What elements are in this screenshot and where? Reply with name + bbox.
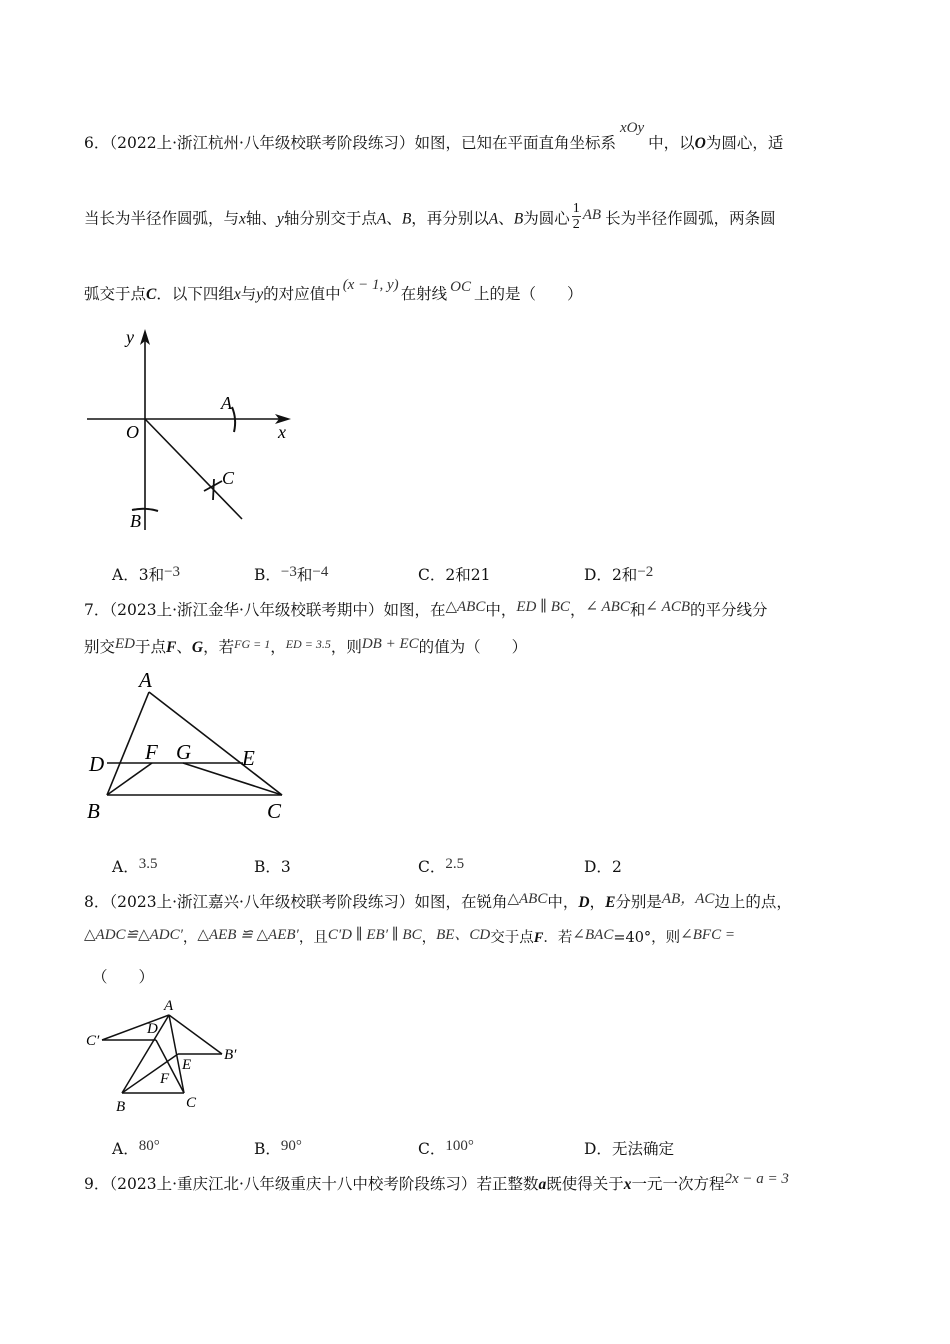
q7-text: ，若 bbox=[203, 638, 235, 656]
label-c: C bbox=[186, 1095, 197, 1111]
q9-var: a bbox=[538, 1176, 547, 1193]
q6-option-b[interactable] bbox=[254, 563, 328, 585]
q7-text: 如图，在 bbox=[383, 601, 446, 619]
q6-option-d[interactable] bbox=[584, 563, 653, 585]
q6-figure bbox=[82, 325, 302, 535]
q8-source: （2023上·浙江嘉兴·八年级校联考阶段练习） bbox=[109, 893, 415, 911]
q8-text: ， bbox=[182, 930, 198, 946]
q7-option-d[interactable] bbox=[584, 855, 622, 877]
label-e: E bbox=[242, 746, 255, 770]
q8-math: C′D ∥ EB′ ∥ BC bbox=[327, 927, 422, 943]
q7-math: ED ∥ BC bbox=[516, 599, 570, 615]
q6-text: 长为半径作圆弧，两条圆 bbox=[605, 209, 776, 228]
q6-source: （2022上·浙江杭州·八年级校联考阶段练习） bbox=[109, 134, 415, 152]
q8-var: D bbox=[578, 894, 590, 911]
q7-text: 于点 bbox=[135, 638, 167, 656]
q6-var: y bbox=[276, 210, 284, 228]
q6-text: 轴分别交于点 bbox=[283, 209, 377, 228]
option-label: C． bbox=[418, 566, 446, 584]
option-label: A． bbox=[112, 1140, 139, 1158]
q6-var: x bbox=[233, 286, 241, 303]
seg-ab-prime bbox=[169, 1015, 222, 1054]
option-label: B． bbox=[254, 1140, 281, 1158]
option-label: B． bbox=[254, 858, 281, 876]
q8-math: AB，AC bbox=[661, 891, 715, 907]
seg-be bbox=[122, 1054, 178, 1093]
q6-text: 上的是（ ） bbox=[473, 285, 583, 303]
bisector-cg bbox=[183, 763, 282, 795]
q8-text: ．若 bbox=[543, 930, 573, 946]
q7-math: DB + EC bbox=[361, 636, 419, 652]
q8-text: 边上的点， bbox=[714, 893, 792, 911]
option-text: 2 bbox=[611, 858, 622, 876]
q7-option-b[interactable] bbox=[254, 855, 291, 877]
option-math: 80° bbox=[138, 1138, 160, 1154]
option-math: 100° bbox=[445, 1138, 474, 1154]
q6-var: C bbox=[146, 286, 157, 303]
seg-ac-prime bbox=[102, 1015, 169, 1040]
q6-number: 6． bbox=[84, 134, 110, 152]
q8-text: 分别是 bbox=[615, 893, 662, 911]
side-ac bbox=[149, 692, 282, 795]
q7-text: 别交 bbox=[84, 638, 116, 656]
option-label: C． bbox=[418, 1140, 446, 1158]
q8-text: 交于点 bbox=[490, 930, 534, 946]
q9-var: x bbox=[623, 1176, 632, 1193]
option-label: C． bbox=[418, 858, 446, 876]
q8-text: （ ） bbox=[92, 968, 155, 986]
q8-text: ， bbox=[421, 930, 437, 946]
option-label: A． bbox=[112, 566, 139, 584]
q9-source: （2023上·重庆江北·八年级重庆十八中校考阶段练习） bbox=[109, 1175, 477, 1193]
option-label: D． bbox=[584, 566, 612, 584]
label-e: E bbox=[182, 1057, 192, 1073]
q7-text: 、 bbox=[176, 638, 192, 656]
q6-option-a[interactable] bbox=[112, 563, 180, 585]
q6-var: O bbox=[694, 135, 706, 152]
q7-number: 7． bbox=[84, 601, 110, 619]
q6-text: 为圆心，适 bbox=[705, 134, 784, 152]
q8-math: △ABC bbox=[507, 891, 548, 907]
q8-option-b[interactable] bbox=[254, 1137, 302, 1159]
q6-var: A bbox=[376, 210, 387, 228]
label-a: A bbox=[164, 998, 174, 1014]
label-b: B bbox=[130, 511, 141, 531]
q8-option-a[interactable] bbox=[112, 1137, 160, 1159]
option-math: −2 bbox=[637, 564, 654, 580]
option-math: 90° bbox=[280, 1138, 302, 1154]
q7-var: F bbox=[166, 639, 177, 656]
option-text: 2和 bbox=[611, 566, 638, 584]
q7-line-2 bbox=[84, 635, 527, 657]
q8-text: ， bbox=[589, 893, 606, 911]
q8-var: F bbox=[533, 930, 544, 946]
q6-var: x bbox=[239, 210, 246, 228]
q6-text: 、 bbox=[386, 209, 402, 228]
q8-math: BE、CD bbox=[436, 927, 491, 943]
option-label: D． bbox=[584, 1140, 612, 1158]
label-x: x bbox=[278, 422, 286, 442]
q8-text: ，且 bbox=[298, 930, 328, 946]
q7-text: 和 bbox=[629, 601, 646, 619]
q6-var: B bbox=[401, 210, 412, 228]
q8-line-3 bbox=[92, 965, 154, 987]
label-y: y bbox=[126, 327, 134, 347]
q7-option-a[interactable] bbox=[112, 855, 157, 877]
q7-math: FG = 1 bbox=[234, 637, 271, 651]
q8-math: ∠BAC bbox=[572, 927, 614, 943]
q6-line-3 bbox=[84, 277, 583, 304]
label-f: F bbox=[145, 740, 158, 764]
option-text: 和 bbox=[296, 566, 313, 584]
q6-frac-den: 2 bbox=[572, 217, 580, 232]
q6-text: 为圆心 bbox=[523, 209, 570, 228]
label-b-prime: B′ bbox=[224, 1047, 237, 1063]
label-d: D bbox=[147, 1021, 158, 1037]
q8-figure bbox=[84, 993, 254, 1133]
option-math: −3 bbox=[164, 564, 181, 580]
q9-text: 若正整数 bbox=[476, 1175, 539, 1193]
q6-text: 与 bbox=[240, 285, 257, 303]
q6-text: 如图，已知在平面直角坐标系 bbox=[414, 134, 616, 152]
q7-text: 的平分线分 bbox=[690, 601, 768, 619]
q7-text: ， bbox=[270, 638, 286, 656]
q6-text: ．以下四组 bbox=[156, 285, 234, 303]
option-math: −3 bbox=[280, 564, 297, 580]
q7-text: 的值为（ ） bbox=[418, 638, 528, 656]
q6-text: 、 bbox=[498, 209, 514, 228]
q8-line-2 bbox=[84, 926, 735, 947]
q6-text: 弧交于点 bbox=[84, 285, 147, 303]
label-b: B bbox=[87, 799, 100, 823]
q9-number: 9． bbox=[84, 1175, 110, 1193]
q6-text: 中，以 bbox=[648, 134, 695, 152]
arc-at-c-2 bbox=[213, 479, 214, 500]
q6-math-xoy: xOy bbox=[619, 120, 645, 136]
q7-math: ∠ ACB bbox=[645, 599, 691, 615]
q9-line-1 bbox=[84, 1172, 789, 1194]
option-math: 2.5 bbox=[445, 856, 465, 872]
q8-option-c[interactable] bbox=[418, 1137, 474, 1159]
q7-text: ，则 bbox=[330, 638, 362, 656]
q7-figure bbox=[82, 665, 302, 825]
q7-option-c[interactable] bbox=[418, 855, 464, 877]
option-text: 3和 bbox=[138, 566, 165, 584]
q9-math: 2x − a = 3 bbox=[724, 1171, 789, 1187]
q7-math: ∠ ABC bbox=[585, 599, 630, 615]
q8-var: E bbox=[605, 894, 616, 911]
q8-option-d[interactable] bbox=[584, 1137, 674, 1159]
q6-text: 轴、 bbox=[245, 209, 277, 228]
label-f: F bbox=[160, 1071, 170, 1087]
q6-fraction-half bbox=[572, 201, 581, 232]
q6-text: 当长为半径作圆弧，与 bbox=[84, 209, 240, 228]
q6-frac-num: 1 bbox=[572, 201, 580, 216]
q6-text: 的对应值中 bbox=[263, 285, 341, 303]
label-a: A bbox=[139, 668, 152, 692]
q6-math-ab: AB bbox=[582, 206, 602, 223]
option-text: 3 bbox=[280, 858, 291, 876]
q6-line-2 bbox=[84, 201, 776, 235]
option-math: −4 bbox=[312, 564, 329, 580]
label-c: C bbox=[267, 799, 282, 823]
q7-line-1 bbox=[84, 598, 768, 620]
q9-text: 一元一次方程 bbox=[631, 1175, 725, 1193]
q7-text: ， bbox=[569, 601, 586, 619]
q8-text: 如图，在锐角 bbox=[414, 893, 508, 911]
q6-option-c[interactable] bbox=[418, 563, 490, 585]
q6-var: y bbox=[256, 286, 264, 303]
q8-number: 8． bbox=[84, 893, 110, 911]
q8-text: 中， bbox=[547, 893, 579, 911]
q7-source: （2023上·浙江金华·八年级校联考期中） bbox=[109, 601, 384, 619]
q6-var: A bbox=[488, 210, 499, 228]
q6-var: B bbox=[513, 210, 524, 228]
label-g: G bbox=[176, 740, 192, 764]
option-text: 无法确定 bbox=[611, 1140, 674, 1158]
q7-text: 中， bbox=[485, 601, 517, 619]
q8-text: =40°，则 bbox=[613, 930, 681, 946]
q7-var: G bbox=[191, 639, 204, 656]
q7-math: ED bbox=[115, 636, 136, 652]
q6-math-oc: OC bbox=[450, 279, 471, 295]
label-d: D bbox=[89, 752, 105, 776]
label-o: O bbox=[126, 422, 139, 442]
q8-math: ∠BFC = bbox=[680, 927, 735, 943]
q7-math: △ABC bbox=[445, 599, 486, 615]
q8-math: △AEB ≌ △AEB′ bbox=[197, 927, 299, 943]
option-label: D． bbox=[584, 858, 612, 876]
q9-text: 既使得关于 bbox=[546, 1175, 624, 1193]
q6-text: ，再分别以 bbox=[411, 209, 489, 228]
option-text: 2和21 bbox=[445, 566, 491, 584]
q6-line-1 bbox=[84, 120, 784, 153]
q8-math: △ADC≌△ADC′ bbox=[84, 927, 183, 943]
option-math: 3.5 bbox=[138, 856, 158, 872]
q6-text: 在射线 bbox=[400, 285, 448, 303]
q6-math-pair: (x − 1, y) bbox=[342, 277, 399, 293]
label-b: B bbox=[116, 1099, 126, 1115]
label-c: C bbox=[222, 468, 235, 488]
option-label: B． bbox=[254, 566, 281, 584]
q7-math: ED = 3.5 bbox=[285, 637, 331, 651]
q8-line-1 bbox=[84, 890, 792, 912]
label-c-prime: C′ bbox=[86, 1033, 100, 1049]
option-label: A． bbox=[112, 858, 139, 876]
label-a: A bbox=[221, 393, 232, 413]
